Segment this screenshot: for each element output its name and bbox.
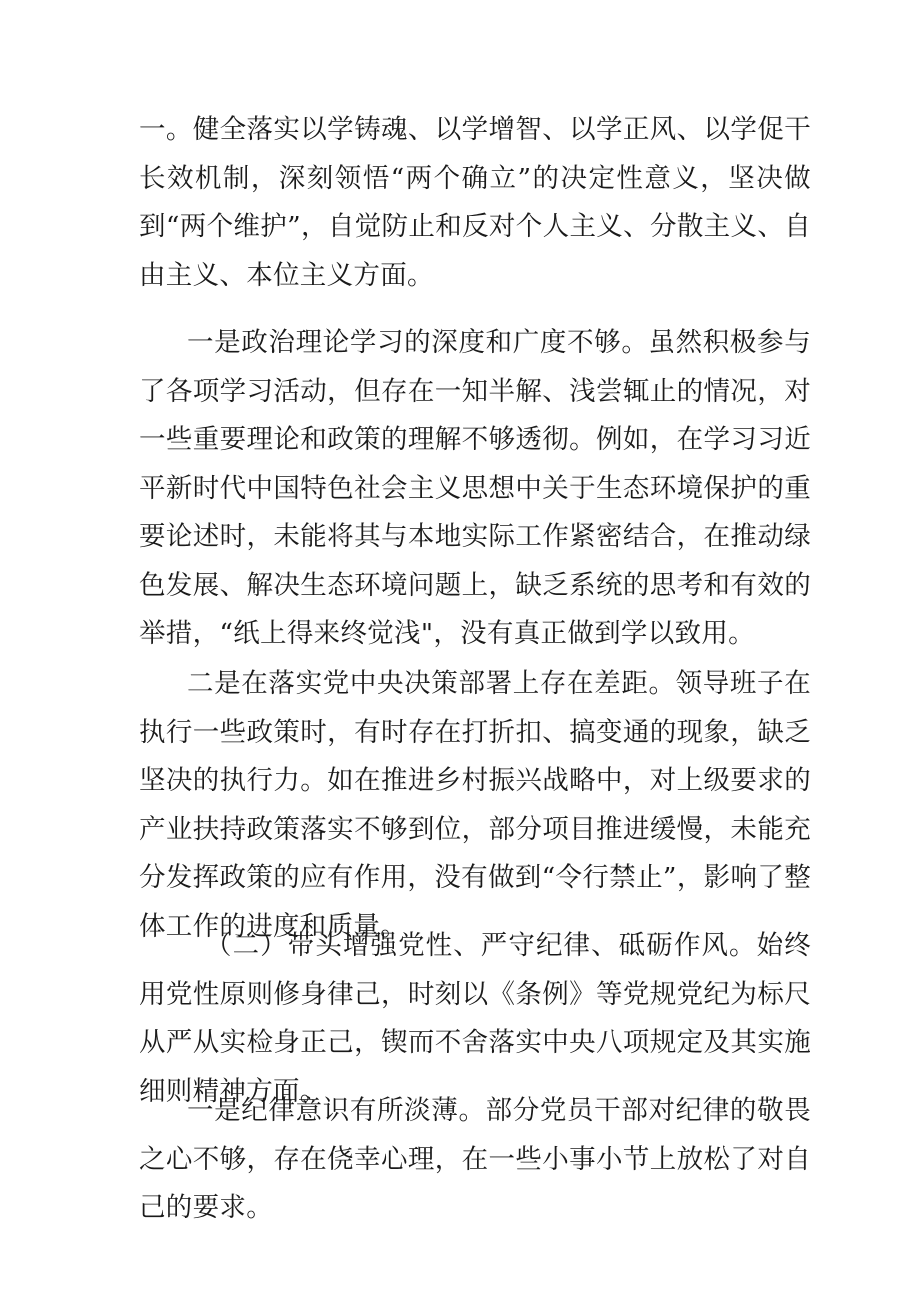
paragraph-section-one-heading: 一。健全落实以学铸魂、以学增智、以学正风、以学促干长效机制，深刻领悟“两个确立”的决定性意义，坚决做到“两个维护”，自觉防止和反对个人主义、分散主义、自由主义、本位主义方面。 — [139, 114, 811, 291]
paragraph-point-one-theory-study: 一是政治理论学习的深度和广度不够。虽然积极参与了各项学习活动，但存在一知半解、浅尝辄止的情况，对一些重要理论和政策的理解不够透彻。例如，在学习习近平新时代中国特色社会主义思想中关于生态环境保护的重要论述时，未能将其与本地实际工作紧密结合，在推动绿色发展、解决生态环境问题上，缺乏系统的思考和有效的举措，“纸上得来终觉浅"，没有真正做到学以致用。 — [139, 327, 811, 649]
paragraph-point-two-policy-implementation: 二是在落实党中央决策部署上存在差距。领导班子在执行一些政策时，有时存在打折扣、搞变通的现象，缺乏坚决的执行力。如在推进乡村振兴战略中，对上级要求的产业扶持政策落实不够到位，部分项目推进缓慢，未能充分发挥政策的应有作用，没有做到“令行禁止”，影响了整体工作的进度和质量。 — [139, 668, 811, 942]
paragraph-section-two-heading: （二）带头增强党性、严守纪律、砥砺作风。始终用党性原则修身律己，时刻以《条例》等党规党纪为标尺从严从实检身正己，锲而不舍落实中央八项规定及其实施细则精神方面。 — [139, 930, 811, 1107]
paragraph-point-one-discipline: 一是纪律意识有所淡薄。部分党员干部对纪律的敬畏之心不够，存在侥幸心理，在一些小事小节上放松了对自己的要求。 — [139, 1095, 811, 1223]
